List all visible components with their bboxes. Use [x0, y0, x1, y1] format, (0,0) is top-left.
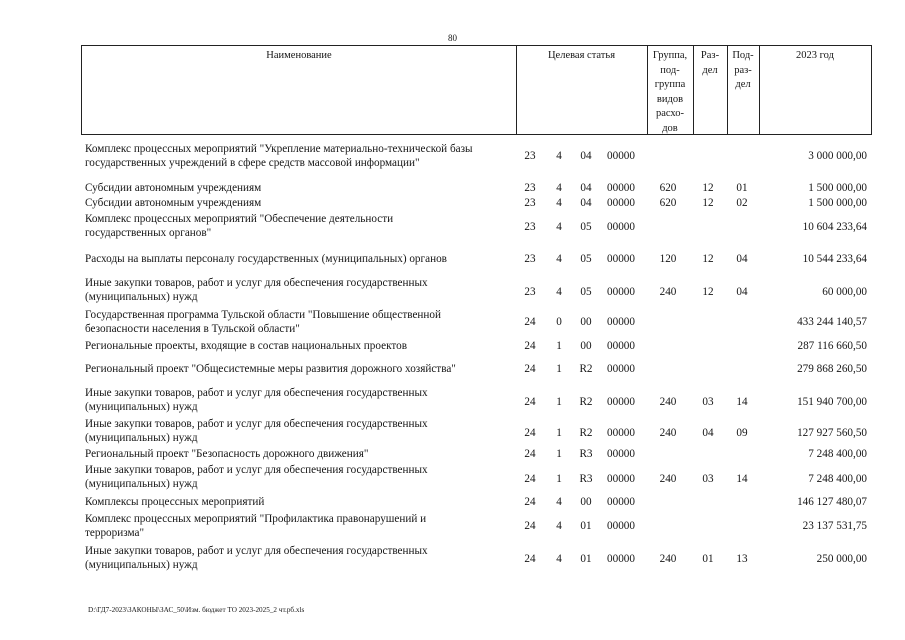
row-code-1: 24	[524, 448, 536, 460]
row-amount: 151 940 700,00	[797, 396, 867, 408]
row-code-2: 4	[556, 221, 562, 233]
row-code-4: 00000	[607, 221, 635, 233]
row-amount: 279 868 260,50	[797, 363, 867, 375]
row-code-1: 24	[524, 316, 536, 328]
row-code-2: 1	[556, 473, 562, 485]
row-code-2: 4	[556, 150, 562, 162]
row-code-3: 04	[580, 150, 592, 162]
row-amount: 7 248 400,00	[808, 473, 867, 485]
row-code-1: 23	[524, 197, 536, 209]
row-section: 04	[702, 427, 714, 439]
file-path-footer: D:\ГД7-2023\ЗАКОНЫ\ЗАС_50\Изм. бюджет ТО 2023-2025_2 чт.рб.xls	[88, 606, 305, 614]
row-group: 240	[659, 286, 677, 298]
row-name: Субсидии автономным учреждениям	[85, 197, 262, 209]
row-code-2: 1	[556, 340, 562, 352]
row-amount: 1 500 000,00	[808, 197, 867, 209]
row-section: 03	[702, 473, 714, 485]
row-amount: 3 000 000,00	[808, 150, 867, 162]
row-name: Комплекс процессных мероприятий "Профилактика правонарушений и терроризма"	[85, 513, 427, 539]
row-code-3: 05	[580, 253, 592, 265]
row-code-2: 4	[556, 520, 562, 532]
row-name: Иные закупки товаров, работ и услуг для обеспечения государственных (муниципальных) нужд	[85, 418, 428, 444]
row-code-1: 24	[524, 363, 536, 375]
row-code-3: 01	[580, 553, 592, 565]
row-code-1: 23	[524, 286, 536, 298]
row-amount: 250 000,00	[816, 553, 867, 565]
row-code-2: 1	[556, 363, 562, 375]
row-code-2: 4	[556, 197, 562, 209]
row-amount: 287 116 660,50	[797, 340, 867, 352]
header-group: Группа, под- группа видов расхо- дов	[652, 50, 688, 134]
row-amount: 23 137 531,75	[802, 520, 867, 532]
row-amount: 7 248 400,00	[808, 448, 867, 460]
row-section: 12	[702, 286, 714, 298]
row-group: 240	[659, 473, 677, 485]
row-subsection: 04	[736, 286, 748, 298]
row-name: Иные закупки товаров, работ и услуг для обеспечения государственных (муниципальных) нужд	[85, 464, 428, 490]
row-group: 620	[659, 182, 677, 194]
row-code-1: 24	[524, 473, 536, 485]
row-name: Иные закупки товаров, работ и услуг для обеспечения государственных (муниципальных) нужд	[85, 545, 428, 571]
row-code-1: 24	[524, 340, 536, 352]
row-name: Комплексы процессных мероприятий	[85, 496, 265, 508]
row-subsection: 02	[736, 197, 748, 209]
row-code-3: R2	[579, 396, 593, 408]
row-code-2: 1	[556, 396, 562, 408]
row-code-4: 00000	[607, 396, 635, 408]
header-subsection: Под- раз- дел	[732, 50, 754, 90]
row-name: Иные закупки товаров, работ и услуг для обеспечения государственных (муниципальных) нужд	[85, 387, 428, 413]
header-year: 2023 год	[796, 50, 834, 61]
row-code-3: 00	[580, 340, 592, 352]
row-section: 03	[702, 396, 714, 408]
row-code-3: 00	[580, 316, 592, 328]
row-code-2: 4	[556, 253, 562, 265]
row-amount: 10 544 233,64	[802, 253, 867, 265]
row-code-3: R3	[579, 448, 593, 460]
row-group: 620	[659, 197, 677, 209]
row-subsection: 14	[736, 396, 748, 408]
row-code-2: 4	[556, 553, 562, 565]
row-name: Региональный проект "Общесистемные меры развития дорожного хозяйства"	[85, 363, 456, 375]
row-code-4: 00000	[607, 150, 635, 162]
row-name: Комплекс процессных мероприятий "Укрепление материально-технической базы государственных учреждений в сфере средств массовой информации"	[85, 143, 473, 169]
row-name: Иные закупки товаров, работ и услуг для обеспечения государственных (муниципальных) нужд	[85, 277, 428, 303]
row-section: 12	[702, 182, 714, 194]
row-code-4: 00000	[607, 496, 635, 508]
row-code-1: 23	[524, 182, 536, 194]
row-amount: 127 927 560,50	[797, 427, 867, 439]
row-code-2: 4	[556, 496, 562, 508]
row-subsection: 09	[736, 427, 748, 439]
row-subsection: 01	[736, 182, 748, 194]
header-target: Целевая статья	[547, 50, 616, 61]
row-amount: 1 500 000,00	[808, 182, 867, 194]
row-code-2: 0	[556, 316, 562, 328]
row-code-1: 24	[524, 427, 536, 439]
row-section: 01	[702, 553, 714, 565]
row-name: Комплекс процессных мероприятий "Обеспечение деятельности государственных органов"	[85, 213, 394, 239]
row-group: 240	[659, 427, 677, 439]
row-code-1: 24	[524, 520, 536, 532]
row-subsection: 13	[736, 553, 748, 565]
row-section: 12	[702, 253, 714, 265]
header-section: Раз- дел	[700, 50, 720, 76]
row-code-1: 23	[524, 253, 536, 265]
row-name: Субсидии автономным учреждениям	[85, 182, 262, 194]
row-group: 240	[659, 553, 677, 565]
row-code-4: 00000	[607, 182, 635, 194]
row-name: Региональный проект "Безопасность дорожного движения"	[85, 448, 369, 460]
row-code-4: 00000	[607, 316, 635, 328]
row-code-1: 24	[524, 396, 536, 408]
row-amount: 10 604 233,64	[802, 221, 867, 233]
row-code-3: 04	[580, 197, 592, 209]
row-code-3: 01	[580, 520, 592, 532]
row-code-3: 04	[580, 182, 592, 194]
row-code-3: 05	[580, 221, 592, 233]
row-code-4: 00000	[607, 286, 635, 298]
row-code-4: 00000	[607, 448, 635, 460]
row-code-4: 00000	[607, 473, 635, 485]
row-code-3: 00	[580, 496, 592, 508]
row-code-1: 23	[524, 150, 536, 162]
row-code-3: R3	[579, 473, 593, 485]
row-code-4: 00000	[607, 197, 635, 209]
row-code-4: 00000	[607, 253, 635, 265]
header-name: Наименование	[266, 50, 332, 61]
page-number: 80	[448, 33, 457, 43]
row-code-2: 1	[556, 448, 562, 460]
row-name: Государственная программа Тульской области "Повышение общественной безопасности населения в Тульской области"	[85, 309, 441, 335]
row-code-3: R2	[579, 363, 593, 375]
row-code-2: 1	[556, 427, 562, 439]
row-code-1: 23	[524, 221, 536, 233]
row-code-1: 24	[524, 496, 536, 508]
row-code-3: 05	[580, 286, 592, 298]
row-code-2: 4	[556, 182, 562, 194]
row-code-3: R2	[579, 427, 593, 439]
row-name: Расходы на выплаты персоналу государственных (муниципальных) органов	[85, 253, 447, 265]
table-header	[81, 45, 872, 135]
row-code-4: 00000	[607, 427, 635, 439]
row-section: 12	[702, 197, 714, 209]
row-name: Региональные проекты, входящие в состав национальных проектов	[85, 340, 407, 352]
row-group: 120	[659, 253, 677, 265]
row-code-2: 4	[556, 286, 562, 298]
row-code-4: 00000	[607, 340, 635, 352]
row-group: 240	[659, 396, 677, 408]
row-amount: 60 000,00	[822, 286, 867, 298]
row-subsection: 04	[736, 253, 748, 265]
row-subsection: 14	[736, 473, 748, 485]
row-code-4: 00000	[607, 363, 635, 375]
row-amount: 433 244 140,57	[797, 316, 867, 328]
row-amount: 146 127 480,07	[797, 496, 867, 508]
row-code-4: 00000	[607, 553, 635, 565]
row-code-1: 24	[524, 553, 536, 565]
row-code-4: 00000	[607, 520, 635, 532]
